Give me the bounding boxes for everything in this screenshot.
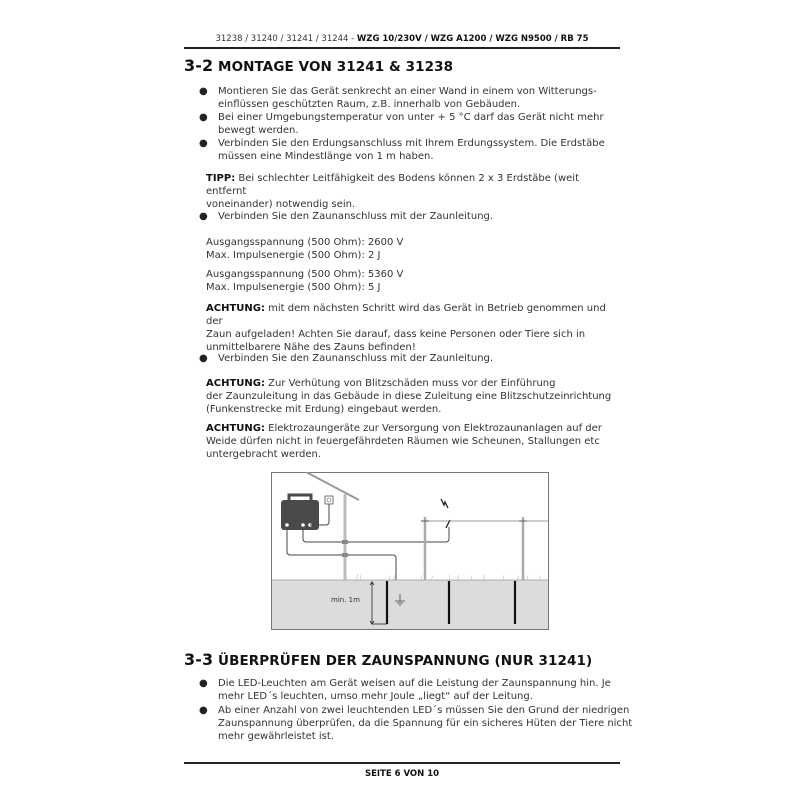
spec-block: [206, 268, 616, 294]
bullet-icon: ●: [199, 678, 208, 689]
installation-diagram: [271, 472, 549, 630]
insulator-icon: [342, 553, 348, 557]
spec-voltage: Ausgangsspannung (500 Ohm): 5360 V: [206, 269, 404, 280]
warning-text: der Zaunzuleitung in das Gebäude in diese Zuleitung eine Blitzschutzeinrichtung: [206, 391, 612, 402]
bullet-icon: ●: [199, 353, 208, 364]
bullet-text: Verbinden Sie den Zaunanschluss mit der Zaunleitung.: [218, 211, 494, 222]
header-rule: [184, 47, 620, 49]
tip-paragraph: [206, 172, 616, 211]
spec-block: [206, 236, 616, 262]
footer-rule: [184, 762, 620, 764]
spec-energy: Max. Impulsenergie (500 Ohm): 2 J: [206, 250, 381, 261]
section-heading-3-2: [184, 56, 453, 75]
warning-label: ACHTUNG:: [206, 378, 265, 389]
warning-text: (Funkenstrecke mit Erdung) eingebaut werden.: [206, 404, 442, 415]
bullet-text: Montieren Sie das Gerät senkrecht an einer Wand in einem von Witterungs-: [218, 86, 597, 97]
warning-paragraph: [206, 422, 616, 461]
warning-paragraph: [206, 302, 616, 354]
insulator-icon: [342, 540, 348, 544]
bullet-icon: ●: [199, 211, 208, 222]
bullet-text: Ab einer Anzahl von zwei leuchtenden LED´s müssen Sie den Grund der niedrigen: [218, 705, 630, 716]
bullet-icon: ●: [199, 86, 208, 97]
bullet-icon: ●: [199, 112, 208, 123]
power-socket-icon: [325, 496, 333, 504]
bullet-text: bewegt werden.: [218, 125, 299, 136]
page-header: [184, 34, 620, 44]
bullet-text: mehr gewährleistet ist.: [218, 731, 334, 742]
bullet-text: Die LED-Leuchten am Gerät weisen auf die Leistung der Zaunspannung hin. Je: [218, 678, 611, 689]
tip-text: voneinander) notwendig sein.: [206, 199, 356, 210]
depth-label: min. 1m: [331, 596, 360, 604]
page-number: SEITE 6 VON 10: [364, 769, 440, 779]
section-heading-3-3: [184, 650, 592, 669]
tip-label: TIPP:: [206, 173, 236, 184]
warning-text: untergebracht werden.: [206, 449, 321, 460]
warning-label: ACHTUNG:: [206, 423, 265, 434]
bullet-icon: ●: [199, 705, 208, 716]
warning-text: Zaun aufgeladen! Achten Sie darauf, dass keine Personen oder Tiere sich in: [206, 329, 586, 340]
header-part-numbers: 31238 / 31240 / 31241 / 31244 -: [215, 34, 357, 44]
warning-text: Zur Verhütung von Blitzschäden muss vor der Einführung: [264, 378, 556, 389]
warning-text: Weide dürfen nicht in feuergefährdeten Räumen wie Scheunen, Stallungen etc: [206, 436, 600, 447]
warning-paragraph: [206, 377, 616, 416]
warning-text: mit dem nächsten Schritt wird das Gerät in Betrieb genommen und der: [206, 303, 606, 327]
bullet-text: müssen eine Mindestlänge von 1 m haben.: [218, 151, 434, 162]
header-models: WZG 10/230V / WZG A1200 / WZG N9500 / RB 75: [356, 34, 589, 44]
tip-text: Bei schlechter Leitfähigkeit des Bodens können 2 x 3 Erdstäbe (weit entfernt: [206, 173, 579, 197]
bullet-text: Verbinden Sie den Erdungsanschluss mit Ihrem Erdungssystem. Die Erdstäbe: [218, 138, 605, 149]
bullet-icon: ●: [199, 138, 208, 149]
warning-text: unmittelbarere Nähe des Zauns befinden!: [206, 342, 416, 353]
section-title: MONTAGE VON 31241 & 31238: [218, 59, 454, 75]
bullet-text: mehr LED´s leuchten, umso mehr Joule „liegt“ auf der Leitung.: [218, 691, 533, 702]
bullet-text: Zaunspannung überprüfen, da die Spannung für ein sicheres Hüten der Tiere nicht: [218, 718, 633, 729]
ground-area: [272, 580, 548, 629]
warning-text: Elektrozaungeräte zur Versorgung von Elektrozaunanlagen auf der: [264, 423, 602, 434]
section-number: 3-2: [184, 56, 214, 75]
spec-voltage: Ausgangsspannung (500 Ohm): 2600 V: [206, 237, 404, 248]
bullet-text: Verbinden Sie den Zaunanschluss mit der Zaunleitung.: [218, 353, 494, 364]
warning-label: ACHTUNG:: [206, 303, 265, 314]
bullet-text: einflüssen geschützten Raum, z.B. innerhalb von Gebäuden.: [218, 99, 521, 110]
section-number: 3-3: [184, 650, 214, 669]
spec-energy: Max. Impulsenergie (500 Ohm): 5 J: [206, 282, 381, 293]
section-title: ÜBERPRÜFEN DER ZAUNSPANNUNG (NUR 31241): [218, 653, 593, 669]
bullet-text: Bei einer Umgebungstemperatur von unter + 5 °C darf das Gerät nicht mehr: [218, 112, 604, 123]
